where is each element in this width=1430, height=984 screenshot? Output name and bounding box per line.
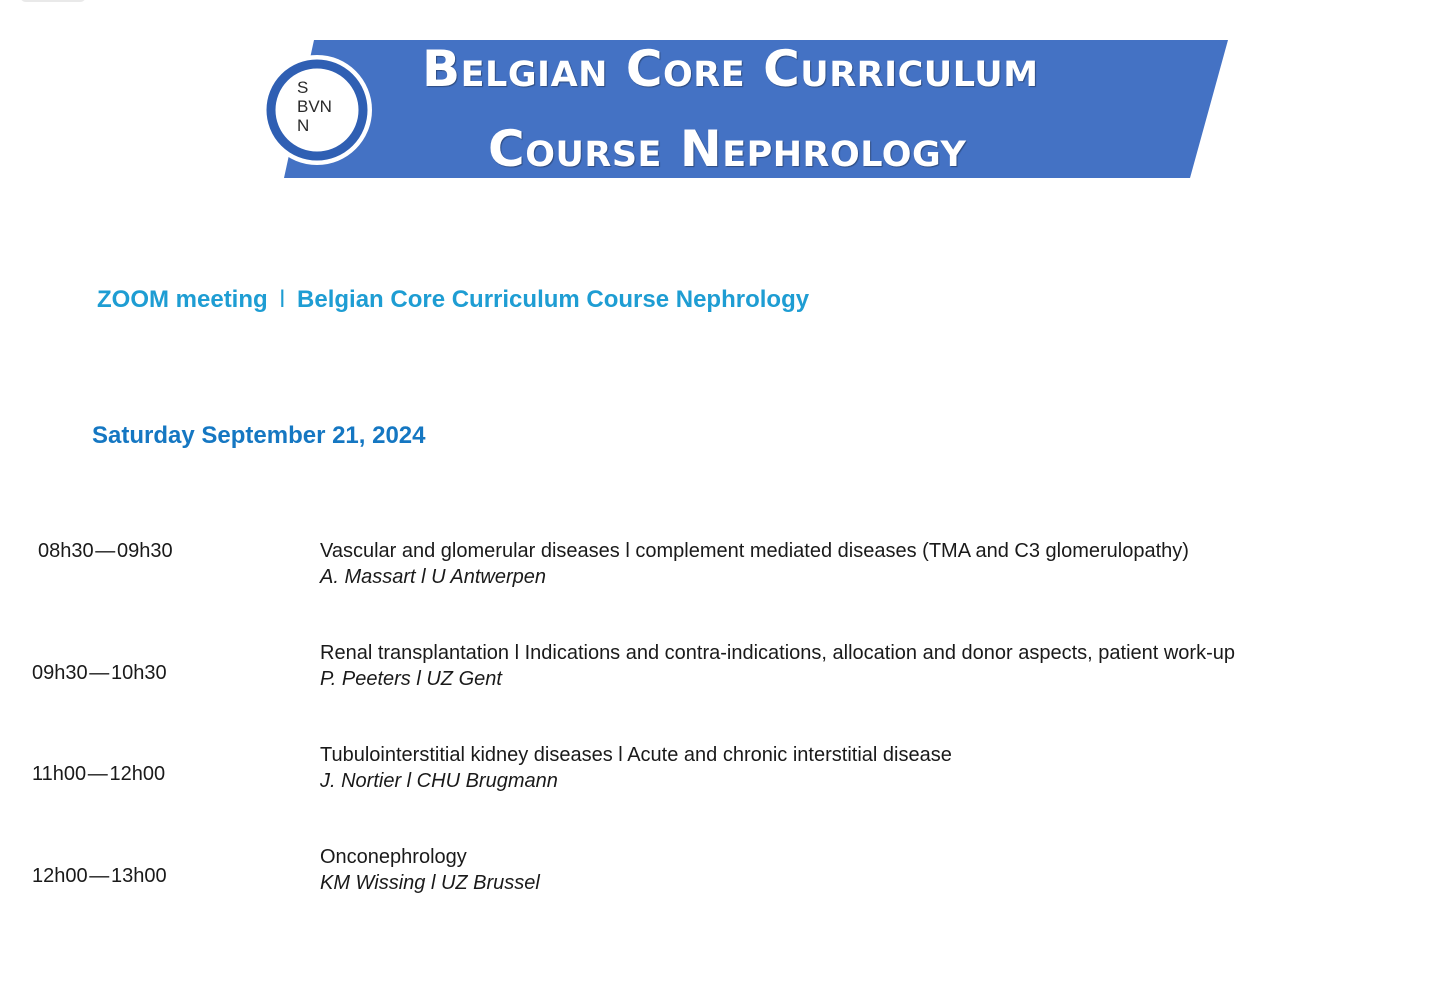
window-corner-tab: [20, 0, 86, 2]
meeting-heading: [97, 286, 809, 314]
session-entry: [320, 538, 1189, 590]
session-topic: Tubulointerstitial kidney diseases l Acute and chronic interstitial disease: [320, 744, 952, 766]
session-speaker: A. Massart l U Antwerpen: [320, 566, 547, 588]
session-time: 12h00 — 13h00: [32, 865, 167, 887]
sbvnn-logo: [297, 78, 357, 135]
session-topic: Vascular and glomerular diseases l complement mediated diseases (TMA and C3 glomerulopathy): [320, 540, 1189, 562]
session-speaker: P. Peeters l UZ Gent: [320, 668, 502, 690]
meeting-platform: ZOOM meeting: [97, 286, 268, 313]
session-speaker: KM Wissing l UZ Brussel: [320, 872, 540, 894]
meeting-separator: l: [279, 286, 286, 313]
session-time: 11h00 — 12h00: [32, 763, 166, 785]
banner-title-line2: Course Nephrology: [488, 120, 967, 178]
session-topic: Onconephrology: [320, 846, 467, 868]
session-time: 09h30 — 10h30: [32, 662, 167, 684]
meeting-title: Belgian Core Curriculum Course Nephrology: [297, 286, 810, 313]
logo-letter-1: S: [297, 78, 309, 97]
session-speaker: J. Nortier l CHU Brugmann: [320, 770, 558, 792]
banner-title-line1: Belgian Core Curriculum: [422, 40, 1039, 98]
logo-letter-3: N: [297, 116, 310, 135]
session-entry: [320, 844, 540, 896]
logo-letter-2: BVN: [297, 97, 332, 116]
session-date: Saturday September 21, 2024: [92, 422, 426, 449]
course-banner: [262, 38, 1232, 182]
session-topic: Renal transplantation l Indications and contra-indications, allocation and donor aspects, patient work-up: [320, 642, 1235, 664]
session-time: 08h30 — 09h30: [38, 540, 173, 562]
session-entry: [320, 640, 1235, 692]
session-entry: [320, 742, 952, 794]
